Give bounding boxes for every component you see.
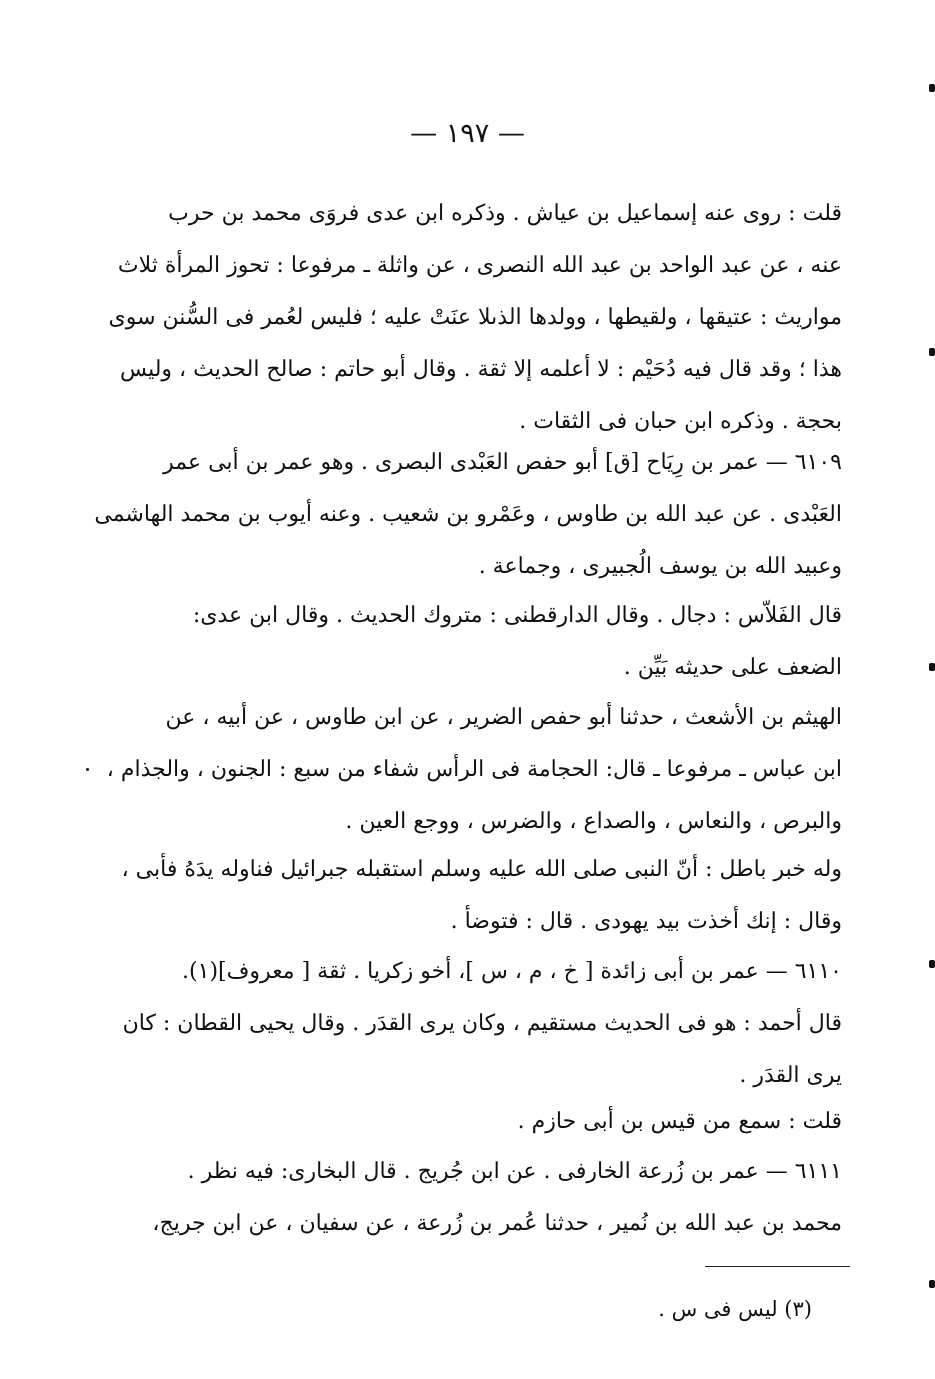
text-line: محمد بن عبد الله بن نُمير ، حدثنا عُمر بن زُرعة ، عن سفيان ، عن ابن جريج، [152, 1211, 842, 1236]
text-line: بحجة . وذكره ابن حبان فى الثقات . [519, 409, 842, 434]
text-line: قلت : روى عنه إسماعيل بن عياش . وذكره ابن عدى فروَى محمد بن حرب [168, 201, 842, 226]
footnote: (٣) ليس فى س . [658, 1297, 812, 1321]
text-line: ابن عباس ـ مرفوعا ـ قال: الحجامة فى الرأس شفاء من سبع : الجنون ، والجذام ، [106, 757, 842, 782]
paragraph [121, 844, 842, 948]
text-line: الضعف على حديثه بَيِّن . [623, 655, 842, 680]
speck [86, 768, 89, 771]
paragraph [106, 692, 842, 848]
paragraph [152, 1146, 842, 1250]
text-line: يرى القدَر . [739, 1063, 842, 1088]
margin-mark [929, 960, 935, 968]
margin-mark [929, 663, 935, 671]
page-number: — ١٩٧ — [410, 118, 525, 149]
margin-mark [929, 84, 935, 92]
text-line: وعبيد الله بن يوسف الُجبيرى ، وجماعة . [478, 554, 842, 579]
text-line: مواريث : عتيقها ، ولقيطها ، وولدها الذىلا عنَتْ عليه ؛ فليس لعُمر فى السُّنن سوى [108, 305, 842, 330]
text-line: قال الفَلاّس : دجال . وقال الدارقطنى : متروك الحديث . وقال ابن عدى: [192, 603, 842, 628]
paragraph [122, 946, 842, 1102]
margin-mark [929, 1280, 935, 1288]
footnote-rule [705, 1266, 850, 1267]
text-line: وقال : إنك أخذت بيد يهودى . قال : فتوضأ . [450, 909, 842, 934]
text-line: قلت : سمع من قيس بن أبى حازم . [517, 1109, 842, 1134]
text-line: ٦١٠٩ — عمر بن رِيَاح [ق] أبو حفص العَبْدى البصرى . وهو عمر بن أبى عمر [163, 450, 842, 475]
text-line: العَبْدى . عن عبد الله بن طاوس ، وعَمْرو بن شعيب . وعنه أيوب بن محمد الهاشمى [94, 502, 842, 527]
margin-mark [929, 348, 935, 356]
text-line: هذا ؛ وقد قال فيه دُحَيْم : لا أعلمه إلا ثقة . وقال أبو حاتم : صالح الحديث ، وليس [120, 357, 842, 382]
paragraph [178, 590, 842, 694]
text-line: الهيثم بن الأشعث ، حدثنا أبو حفص الضرير ، عن ابن طاوس ، عن أبيه ، عن [165, 705, 842, 730]
text-line: ٦١١١ — عمر بن زُرعة الخارفى . عن ابن جُريج . قال البخارى: فيه نظر . [187, 1159, 842, 1184]
paragraph [178, 1096, 842, 1148]
text-line: وله خبر باطل : أنّ النبى صلى الله عليه وسلم استقبله جبرائيل فناوله يدَهُ فأبى ، [121, 857, 842, 882]
text-line: قال أحمد : هو فى الحديث مستقيم ، وكان يرى القدَر . وقال يحيى القطان : كان [122, 1011, 842, 1036]
text-line: ٦١١٠ — عمر بن أبى زائدة [ خ ، م ، س ]، أخو زكريا . ثقة [ معروف](١). [182, 959, 842, 984]
paragraph [108, 188, 842, 448]
paragraph [94, 437, 842, 593]
text-line: عنه ، عن عبد الواحد بن عبد الله النصرى ، عن واثلة ـ مرفوعا : تحوز المرأة ثلاث [117, 253, 842, 278]
text-line: والبرص ، والنعاس ، والصداع ، والضرس ، ووجع العين . [345, 809, 842, 834]
